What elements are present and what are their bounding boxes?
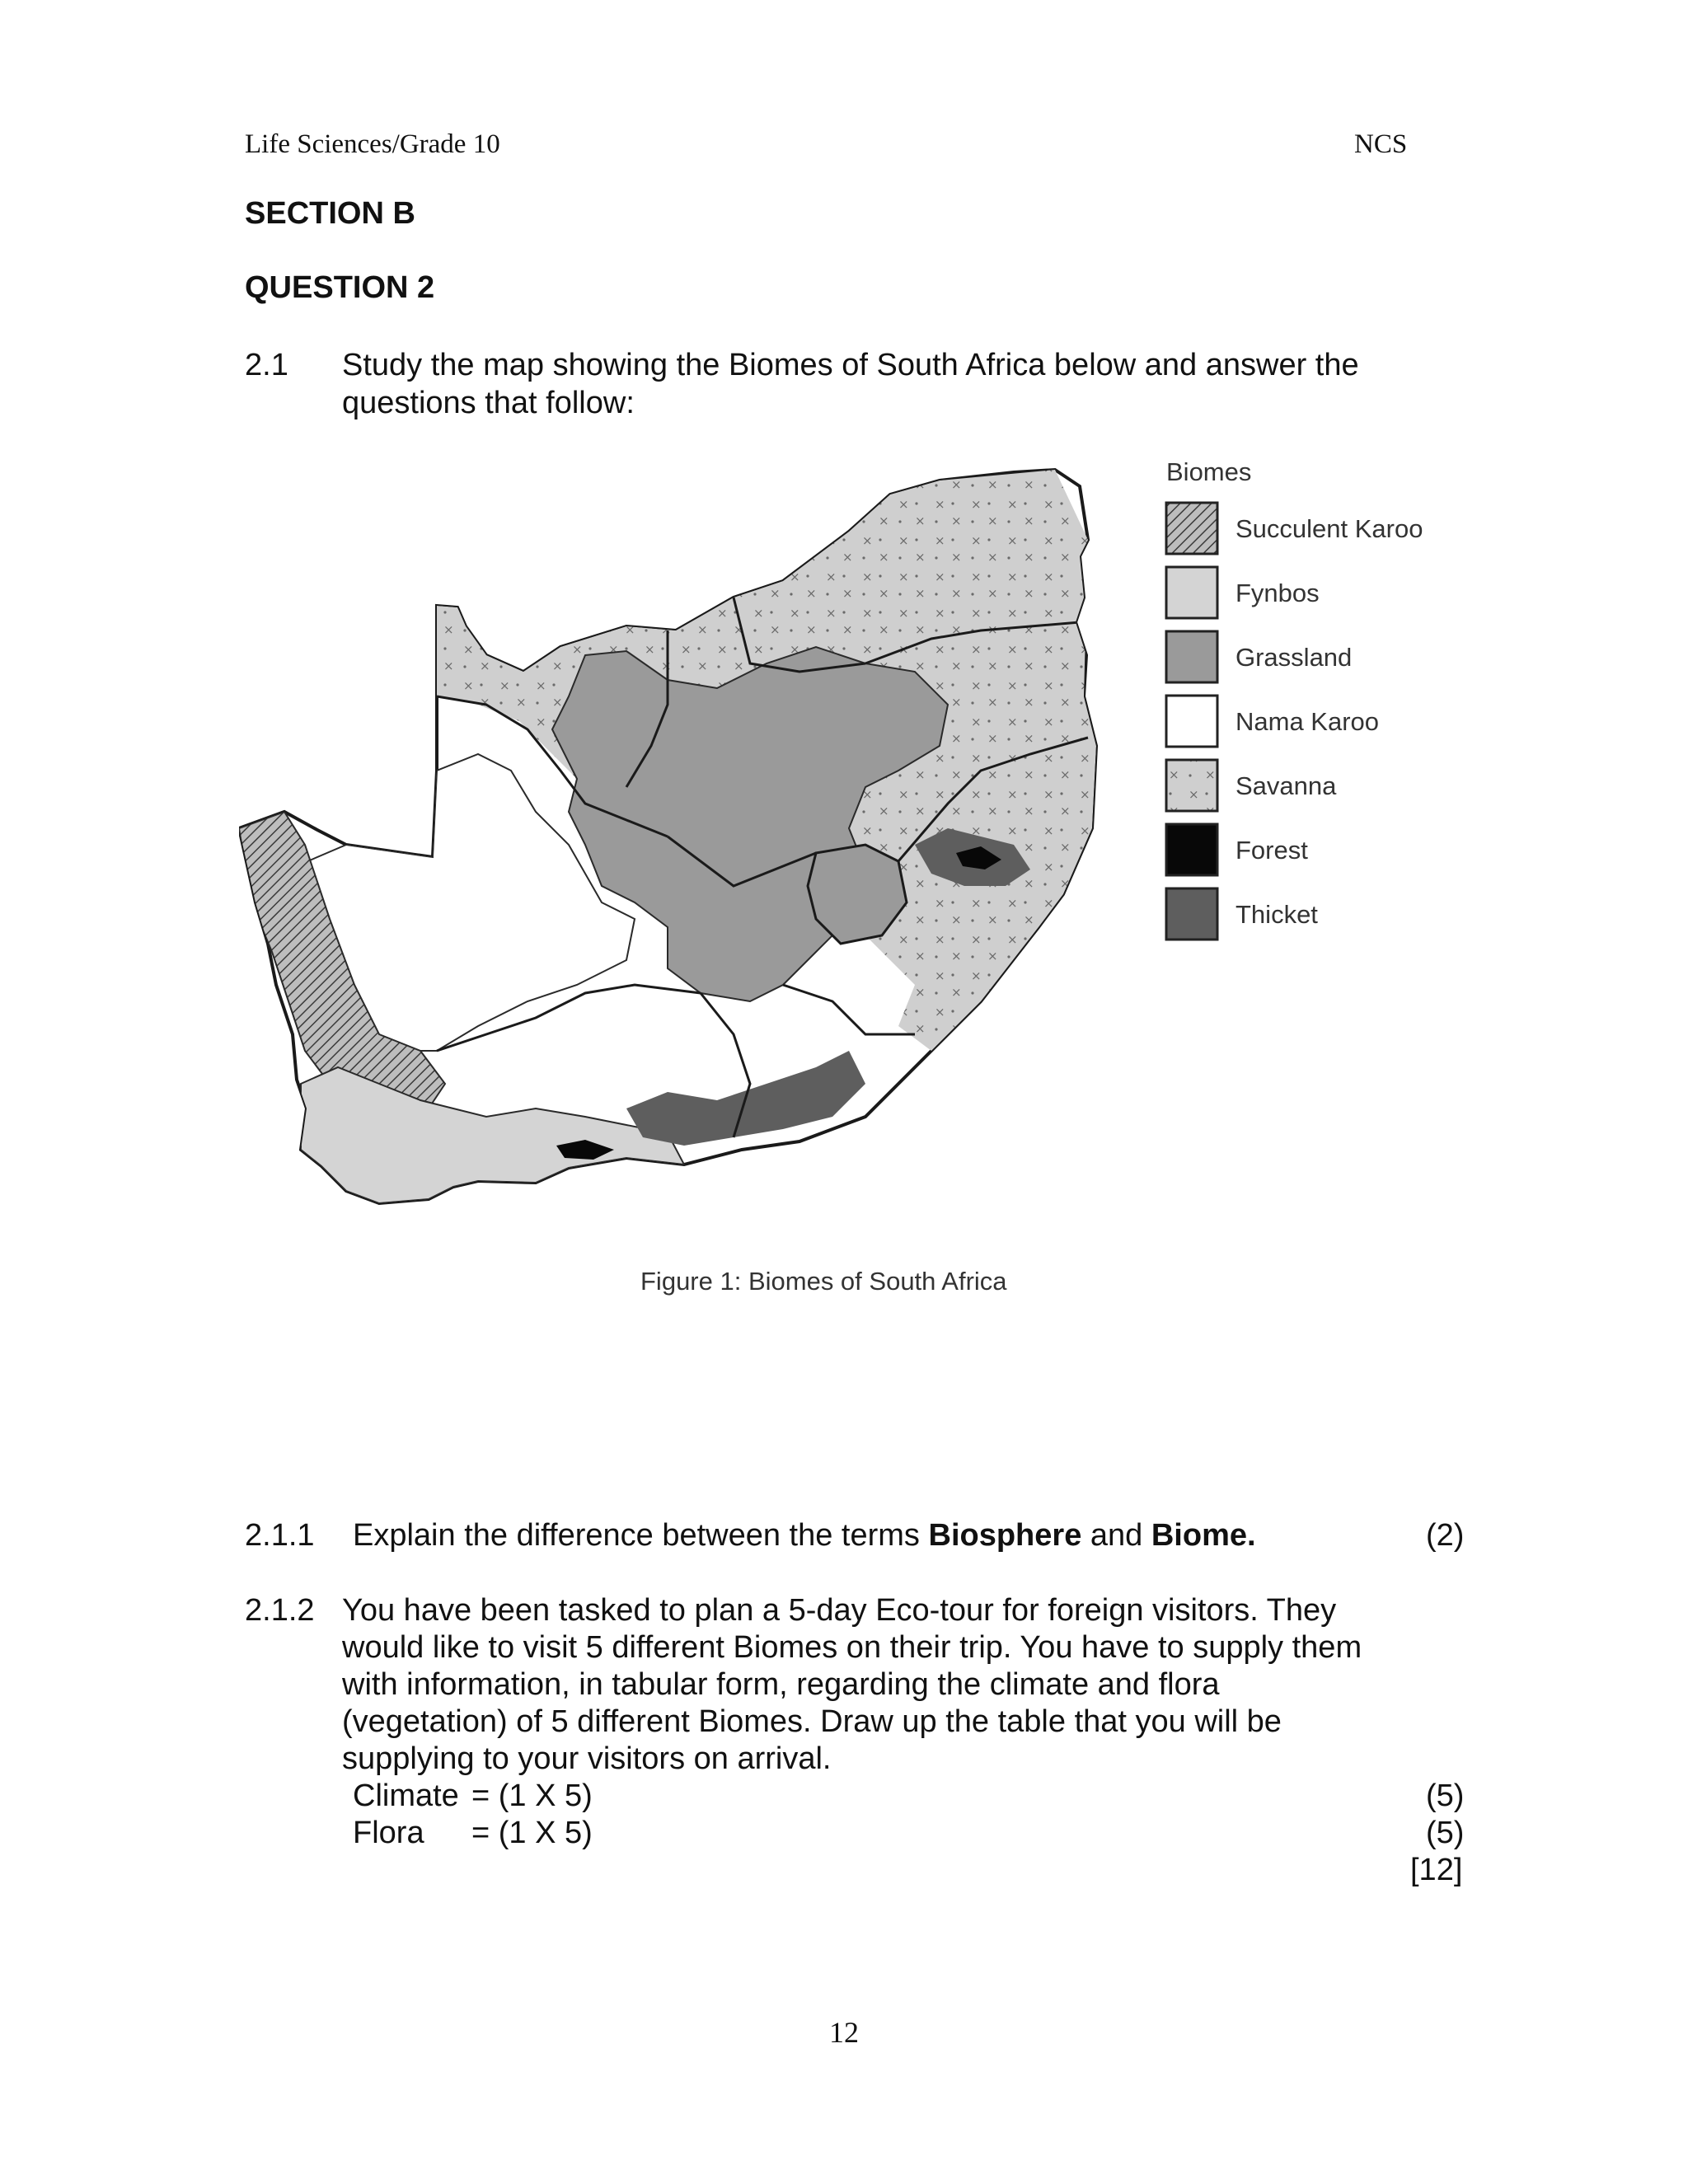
question-2-1-2-line-3: with information, in tabular form, regarding the climate and flora	[342, 1667, 1220, 1702]
legend-swatch-grassland	[1166, 631, 1217, 682]
flora-marks: (5)	[1426, 1816, 1465, 1850]
legend-label-thicket: Thicket	[1236, 900, 1318, 929]
section-title: SECTION B	[245, 196, 415, 231]
legend-title: Biomes	[1166, 457, 1252, 486]
term-biome: Biome.	[1151, 1518, 1256, 1553]
question-2-1-1-text	[353, 1516, 1256, 1554]
question-2-1-2-line-4: (vegetation) of 5 different Biomes. Draw up the table that you will be	[342, 1704, 1282, 1739]
header-subject: Life Sciences/Grade 10	[245, 129, 500, 159]
question-2-1-1-marks: (2)	[1426, 1518, 1465, 1553]
question-2-1-2-line-5: supplying to your visitors on arrival.	[342, 1741, 832, 1776]
figure-caption: Figure 1: Biomes of South Africa	[640, 1267, 1007, 1296]
climate-marks: (5)	[1426, 1779, 1465, 1813]
legend-label-nama-karoo: Nama Karoo	[1236, 707, 1380, 736]
term-biosphere: Biosphere	[928, 1518, 1082, 1553]
legend-swatch-savanna	[1166, 760, 1217, 811]
climate-formula: = (1 X 5)	[471, 1779, 593, 1813]
question-title: QUESTION 2	[245, 270, 435, 305]
question-2-1-2-line-1: You have been tasked to plan a 5-day Eco-tour for foreign visitors. They	[342, 1593, 1337, 1628]
header-curriculum: NCS	[1354, 129, 1408, 159]
question-2-1-line-1: Study the map showing the Biomes of South Africa below and answer the	[342, 348, 1359, 382]
question-2-1-line-2: questions that follow:	[342, 386, 635, 420]
legend-label-grassland: Grassland	[1236, 643, 1353, 672]
legend-swatch-forest	[1166, 824, 1217, 875]
biomes-map-figure	[239, 457, 1500, 1315]
map-legend	[1166, 457, 1423, 940]
south-africa-map	[239, 470, 1096, 1203]
question-2-1-2-line-2: would like to visit 5 different Biomes on their trip. You have to supply them	[342, 1630, 1362, 1665]
legend-swatch-nama-karoo	[1166, 696, 1217, 747]
flora-formula: = (1 X 5)	[471, 1816, 593, 1850]
question-total-marks: [12]	[1410, 1853, 1463, 1887]
climate-label: Climate	[353, 1779, 459, 1813]
question-2-1-number: 2.1	[245, 348, 288, 382]
flora-label: Flora	[353, 1816, 424, 1850]
legend-label-forest: Forest	[1236, 836, 1308, 865]
question-2-1-1-text-pre: Explain the difference between the terms	[353, 1518, 929, 1553]
question-2-1-2-number: 2.1.2	[245, 1593, 315, 1628]
legend-label-fynbos: Fynbos	[1236, 579, 1320, 607]
legend-swatch-thicket	[1166, 888, 1217, 940]
legend-label-succulent-karoo: Succulent Karoo	[1236, 514, 1423, 543]
page-number: 12	[829, 2016, 859, 2049]
legend-swatch-fynbos	[1166, 567, 1217, 618]
legend-swatch-succulent-karoo	[1166, 503, 1217, 554]
legend-label-savanna: Savanna	[1236, 771, 1337, 800]
question-2-1-1-text-mid: and	[1081, 1518, 1151, 1553]
question-2-1-1-number: 2.1.1	[245, 1518, 315, 1553]
